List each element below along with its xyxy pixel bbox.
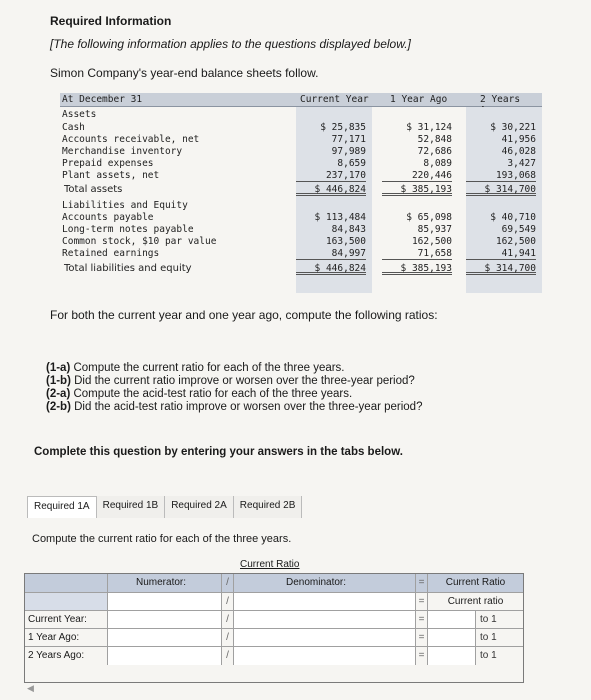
ratio-header-row xyxy=(25,574,523,592)
amount-cell-one: 85,937 xyxy=(417,224,452,235)
amount-cell-cur: 77,171 xyxy=(331,134,366,145)
line-item-label: Plant assets, net xyxy=(62,170,160,181)
equals-symbol: = xyxy=(415,574,427,592)
required-info-subtitle: [The following information applies to the questions displayed below.] xyxy=(50,37,411,51)
slash-symbol: / xyxy=(221,611,233,629)
question-item: (1-b) Did the current ratio improve or worsen over the three-year period? xyxy=(46,375,415,387)
total-label: Total assets xyxy=(64,184,123,195)
question-item: (1-a) Compute the current ratio for each of the three years. xyxy=(46,362,345,374)
header-blank xyxy=(25,574,107,592)
ratio-grid xyxy=(24,573,524,683)
col-1yr-header: 1 Year Ago xyxy=(390,94,448,105)
amount-cell-two: 162,500 xyxy=(495,236,536,247)
numerator-input[interactable] xyxy=(107,611,221,629)
slash-symbol: / xyxy=(221,647,233,665)
col-2yr-header: 2 Years xyxy=(480,94,521,105)
line-item-label: Accounts receivable, net xyxy=(62,134,200,145)
to-one-label: to 1 xyxy=(475,647,523,665)
amount-cell-cur: $ 113,484 xyxy=(314,212,366,223)
question-item: (2-b) Did the acid-test ratio improve or worsen over the three-year period? xyxy=(46,401,423,413)
amount-cell-one: 162,500 xyxy=(411,236,452,247)
numerator-header: Numerator: xyxy=(107,574,221,592)
amount-cell-two: 41,956 xyxy=(501,134,536,145)
denominator-input[interactable] xyxy=(233,629,415,647)
amount-cell-one: $ 385,193 xyxy=(382,263,452,275)
question-item: (2-a) Compute the acid-test ratio for each of the three years. xyxy=(46,388,353,400)
amount-cell-one: 52,848 xyxy=(417,134,452,145)
amount-cell-cur: 237,170 xyxy=(296,170,366,182)
amount-cell-two: $ 40,710 xyxy=(490,212,536,223)
tab-required-2b[interactable]: Required 2B xyxy=(234,496,303,518)
tab-required-1b[interactable]: Required 1B xyxy=(97,496,166,518)
numerator-select[interactable] xyxy=(107,593,221,611)
amount-cell-one: 8,089 xyxy=(423,158,452,169)
equals-symbol: = xyxy=(415,611,427,629)
row-label-blank xyxy=(25,593,107,611)
amount-cell-two: $ 314,700 xyxy=(466,263,536,275)
question-list xyxy=(46,362,422,414)
amount-cell-cur: $ 446,824 xyxy=(296,184,366,196)
amount-cell-two: 3,427 xyxy=(507,158,536,169)
col-current-header: Current Year xyxy=(300,94,369,105)
line-item-label: Cash xyxy=(62,122,85,133)
liabilities-heading: Liabilities and Equity xyxy=(62,200,188,211)
slash-symbol: / xyxy=(221,593,233,611)
ratio-row xyxy=(25,646,523,664)
line-item-label: Common stock, $10 par value xyxy=(62,236,217,247)
amount-cell-one: 72,686 xyxy=(417,146,452,157)
ratio-row-label: 1 Year Ago: xyxy=(28,632,80,643)
amount-cell-cur: 84,843 xyxy=(331,224,366,235)
amount-cell-cur: 84,997 xyxy=(296,248,366,260)
required-tabs xyxy=(27,496,302,518)
ratio-row-label: Current Year: xyxy=(28,614,87,625)
to-one-label: to 1 xyxy=(475,611,523,629)
amount-cell-one: $ 31,124 xyxy=(406,122,452,133)
col-label-header: At December 31 xyxy=(62,94,143,105)
total-label: Total liabilities and equity xyxy=(64,263,192,274)
current-ratio-input[interactable] xyxy=(427,647,475,665)
current-ratio-input[interactable] xyxy=(427,629,475,647)
result-header: Current Ratio xyxy=(427,574,523,592)
equals-symbol: = xyxy=(415,647,427,665)
equals-symbol: = xyxy=(415,593,427,611)
amount-cell-two: $ 314,700 xyxy=(466,184,536,196)
numerator-input[interactable] xyxy=(107,629,221,647)
amount-cell-one: 71,658 xyxy=(382,248,452,260)
amount-cell-two: 69,549 xyxy=(501,224,536,235)
compute-instruction: Compute the current ratio for each of the three years. xyxy=(32,533,292,545)
amount-cell-cur: 97,989 xyxy=(331,146,366,157)
ratio-formula-row xyxy=(25,592,523,610)
ratio-row xyxy=(25,610,523,628)
amount-cell-cur: 163,500 xyxy=(325,236,366,247)
amount-cell-two: 41,941 xyxy=(466,248,536,260)
numerator-input[interactable] xyxy=(107,647,221,665)
tab-required-2a[interactable]: Required 2A xyxy=(165,496,234,518)
amount-cell-one: $ 385,193 xyxy=(382,184,452,196)
intro-text: Simon Company's year-end balance sheets follow. xyxy=(50,66,319,80)
required-info-title: Required Information xyxy=(50,14,172,28)
tab-required-1a[interactable]: Required 1A xyxy=(27,496,97,518)
denominator-select[interactable] xyxy=(233,593,415,611)
line-item-label: Retained earnings xyxy=(62,248,160,259)
amount-cell-cur: $ 446,824 xyxy=(296,263,366,275)
amount-cell-two: 46,028 xyxy=(501,146,536,157)
slash-symbol: / xyxy=(221,574,233,592)
scroll-left-icon[interactable]: ◀ xyxy=(27,683,34,693)
amount-cell-two: 193,068 xyxy=(466,170,536,182)
denominator-input[interactable] xyxy=(233,611,415,629)
line-item-label: Prepaid expenses xyxy=(62,158,154,169)
assets-heading: Assets xyxy=(62,109,97,120)
denominator-input[interactable] xyxy=(233,647,415,665)
amount-cell-cur: $ 25,835 xyxy=(320,122,366,133)
amount-cell-one: 220,446 xyxy=(382,170,452,182)
slash-symbol: / xyxy=(221,629,233,647)
balance-sheet-header xyxy=(60,93,542,107)
current-ratio-caption: Current Ratio xyxy=(240,559,300,570)
equals-symbol: = xyxy=(415,629,427,647)
ratio-row xyxy=(25,628,523,646)
current-ratio-input[interactable] xyxy=(427,611,475,629)
complete-instruction: Complete this question by entering your answers in the tabs below. xyxy=(34,446,403,458)
to-one-label: to 1 xyxy=(475,629,523,647)
denominator-header: Denominator: xyxy=(233,574,415,592)
amount-cell-one: $ 65,098 xyxy=(406,212,452,223)
amount-cell-two: $ 30,221 xyxy=(490,122,536,133)
instruction-text: For both the current year and one year ago, compute the following ratios: xyxy=(50,308,438,322)
line-item-label: Long-term notes payable xyxy=(62,224,194,235)
amount-cell-cur: 8,659 xyxy=(337,158,366,169)
line-item-label: Accounts payable xyxy=(62,212,154,223)
line-item-label: Merchandise inventory xyxy=(62,146,183,157)
ratio-row-label: 2 Years Ago: xyxy=(28,650,85,661)
result-subheader: Current ratio xyxy=(427,593,523,611)
